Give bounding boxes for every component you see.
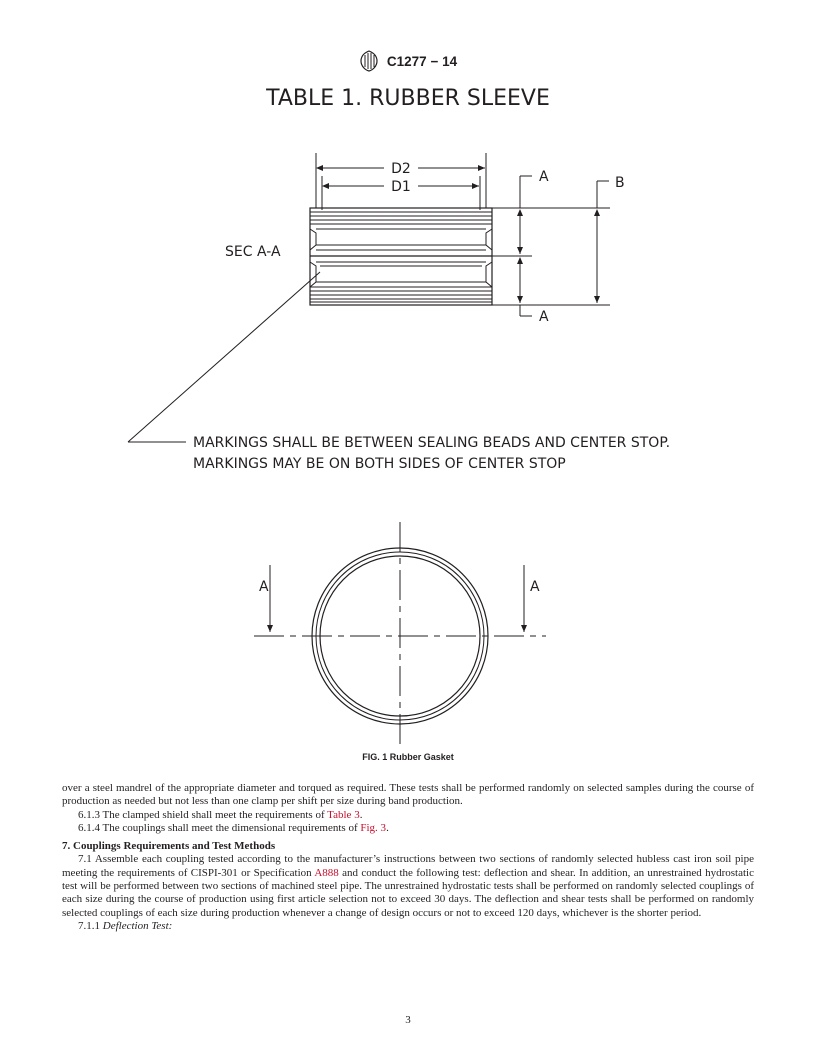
- paragraph-7-1: 7.1 Assemble each coupling tested according to the manufacturer’s instructions between two sections of randomly selected hubless cast iron soil pipe meeting the requirements of CISPI-301 or Specification A888 and conduct the following test: deflection and shear. In addition, an unrestrained hydrostatic test will be performed between two sections of machined steel pipe. The unrestrained hydrostatic tests shall be performed on randomly selected couplings of each size during the course of production using first article selection not to exceed 30 days. The deflection and shear tests shall be performed on randomly selected couplings of each size during production whenever a change of design occurs or not to exceed 120 days, whichever is the shorter period.: [62, 853, 754, 919]
- body-text: [62, 782, 754, 933]
- a888-link[interactable]: A888: [314, 866, 339, 879]
- fig-3-link[interactable]: Fig. 3: [360, 821, 387, 834]
- figure-caption: FIG. 1 Rubber Gasket: [362, 752, 454, 762]
- note-line-2: MARKINGS MAY BE ON BOTH SIDES OF CENTER STOP: [193, 456, 566, 472]
- paragraph-7-1-1: 7.1.1 Deflection Test:: [78, 919, 173, 932]
- standard-designation: C1277 − 14: [386, 53, 458, 69]
- table-title: TABLE 1. RUBBER SLEEVE: [266, 86, 550, 111]
- paragraph-6-1-3: 6.1.3 The clamped shield shall meet the requirements of Table 3.: [78, 808, 363, 821]
- label-a-top: A: [539, 169, 549, 185]
- note-leader-line: [128, 272, 320, 442]
- label-d1: D1: [391, 179, 411, 195]
- label-b: B: [615, 175, 625, 191]
- table-3-link[interactable]: Table 3: [327, 808, 360, 821]
- label-d2: D2: [391, 161, 411, 177]
- label-arrow-right: A: [530, 579, 540, 595]
- page-number: 3: [405, 1014, 411, 1026]
- label-section: SEC A-A: [225, 244, 281, 260]
- label-a-bottom: A: [539, 309, 549, 325]
- label-arrow-left: A: [259, 579, 269, 595]
- note-line-1: MARKINGS SHALL BE BETWEEN SEALING BEADS AND CENTER STOP.: [193, 435, 671, 451]
- section-7-heading: 7. Couplings Requirements and Test Methods: [62, 840, 276, 853]
- paragraph-6-1-4: 6.1.4 The couplings shall meet the dimensional requirements of Fig. 3.: [78, 821, 389, 834]
- paragraph-continuation: over a steel mandrel of the appropriate diameter and torqued as required. These tests shall be performed randomly on selected samples during the course of production as needed but not less than one clamp per shift per size during band production.: [62, 782, 754, 808]
